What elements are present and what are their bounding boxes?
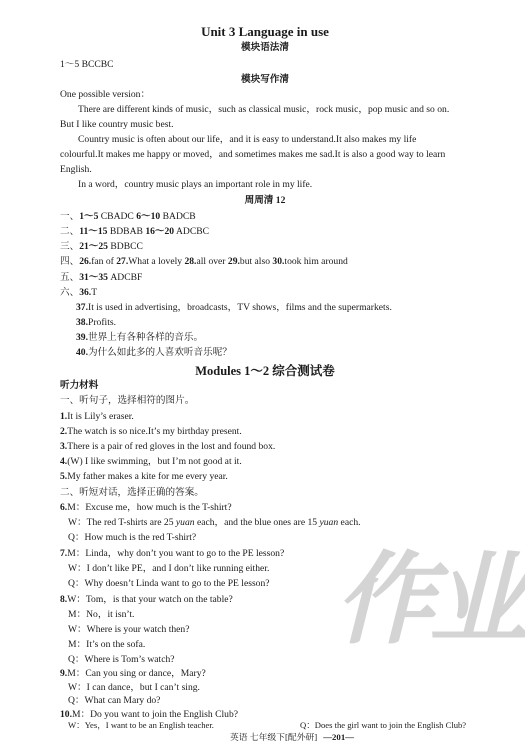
weekly-answer-39: 39.世界上有各种各样的音乐。 [76, 332, 204, 343]
weekly-row-3: 三、21～25 BDBCC [60, 241, 143, 252]
dialogue-line: 10.M：Do you want to join the English Club? [60, 709, 239, 720]
section-grammar-heading: 模块语法清 [241, 42, 289, 53]
dialogue-line: W：I can dance，but I can’t sing. [68, 681, 200, 693]
dialogue-line: W：The red T-shirts are 25 yuan each，and the blue ones are 15 yuan each. [68, 517, 361, 528]
unit-title: Unit 3 Language in use [201, 24, 329, 39]
essay-line: But I like country music best. [60, 119, 174, 130]
weekly-row-5: 五、31～35 ADCBF [60, 272, 143, 283]
section-writing-heading: 模块写作清 [241, 74, 289, 85]
dialogue-line: W：Where is your watch then? [68, 624, 190, 635]
part-1-heading: 一、听句子，选择相符的图片。 [60, 395, 195, 406]
modules-title: Modules 1～2 综合测试卷 [195, 364, 335, 378]
dialogue-question: Q：Where is Tom’s watch? [68, 654, 175, 665]
dialogue-line: W：Yes，I want to be an English teacher. [68, 720, 214, 730]
dialogue-line: W：I don’t like PE，and I don’t like running either. [68, 563, 270, 574]
essay-line: English. [60, 164, 92, 175]
footer-book-label: 英语 七年级下[配外研] [230, 732, 318, 742]
dialogue-question: Q：Why doesn’t Linda want to go to the PE lesson? [68, 578, 270, 589]
essay-intro: One possible version： [60, 89, 151, 100]
answers-1-5: 1～5 BCCBC [60, 59, 114, 70]
dialogue-line: 7.M：Linda，why don’t you want to go to the PE lesson? [60, 548, 285, 559]
weekly-row-4: 四、26.fan of 27.What a lovely 28.all over 29.but also 30.took him around [60, 256, 348, 267]
weekly-answer-40: 40.为什么如此多的人喜欢听音乐呢？ [76, 347, 232, 358]
part-2-heading: 二、听短对话，选择正确的答案。 [60, 487, 204, 498]
dialogue-line: 6.M：Excuse me，how much is the T-shirt? [60, 502, 232, 513]
weekly-row-6: 六、36.T [60, 287, 98, 298]
dialogue-question: Q：How much is the red T-shirt? [68, 532, 197, 543]
weekly-answer-37: 37.It is used in advertising，broadcasts，TV shows，films and the supermarkets. [76, 302, 392, 313]
listening-label: 听力材料 [60, 380, 99, 391]
listening-sentence: 2.The watch is so nice.It’s my birthday present. [60, 426, 242, 437]
dialogue-line: 9.M：Can you sing or dance，Mary? [60, 668, 206, 679]
essay-line: colourful.It makes me happy or moved，and sometimes makes me sad.It is also a good way to learn [60, 149, 446, 160]
dialogue-question: Q：Does the girl want to join the English Club? [300, 720, 467, 730]
listening-sentence: 3.There is a pair of red gloves in the lost and found box. [60, 441, 276, 452]
listening-sentence: 1.It is Lily’s eraser. [60, 411, 134, 422]
weekly-check-heading: 周周清 12 [244, 195, 286, 206]
dialogue-line: M：It’s on the sofa. [68, 639, 146, 650]
dialogue-line: 8.W：Tom，is that your watch on the table? [60, 594, 233, 605]
listening-sentence: 4.(W) I like swimming，but I’m not good at it. [60, 456, 242, 467]
weekly-answer-38: 38.Profits. [76, 317, 116, 328]
essay-line: There are different kinds of music，such as classical music，rock music，pop music and so on. [78, 104, 450, 115]
page-footer [230, 731, 354, 743]
weekly-row-2: 二、11～15 BDBAB 16～20 ADCBC [60, 226, 210, 237]
listening-sentence: 5.My father makes a kite for me every year. [60, 471, 228, 482]
watermark-stamp: 作业 [335, 541, 523, 658]
dialogue-line: M：No，it isn’t. [68, 609, 135, 620]
weekly-row-1: 一、1～5 CBADC 6～10 BADCB [60, 211, 196, 222]
page-number: —201— [323, 732, 355, 742]
dialogue-question: Q：What can Mary do? [68, 695, 161, 707]
essay-line: In a word，country music plays an important role in my life. [78, 179, 313, 190]
essay-line: Country music is often about our life，and it is easy to understand.It also makes my life [78, 134, 417, 145]
